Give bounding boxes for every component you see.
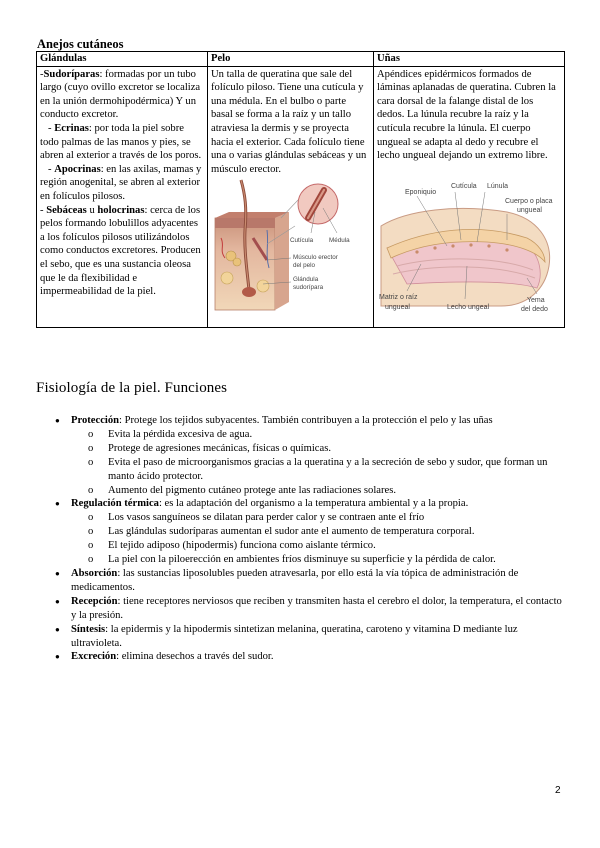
hair-follicle-illustration [211,178,369,316]
section-title: Anejos cutáneos [37,37,124,51]
unas-text: Apéndices epidérmicos formados de láminas aplanadas de queratina. Cubren la cara dorsal de la falange distal de los dedos. La lúnula recubre la raíz y la cutícula recubre la lúnula. El cuerpo ungueal se adapta al dedo y recubre el lecho ungueal dejando un extremo libre. [377,68,556,162]
function-absorcion: ● Absorción: las sustancias liposolubles pueden atravesarla, por ello está la vía tópica de administración de medicamentos. [56,567,566,595]
sub-item: o Protege de agresiones mecánicas, físicas o químicas. [71,442,566,456]
cell-unas [374,66,565,327]
function-sintesis: ● Síntesis: la epidermis y la hipodermis sintetizan melanina, queratina, caroteno y vitamina D mediante luz ultravioleta. [56,623,566,651]
page-number: 2 [555,785,561,796]
label-matriz-2: ungueal [385,303,410,311]
label-musculo-1: Músculo erector [293,254,338,262]
cell-glandulas [37,66,208,327]
glandulas-sebaceas: - Sebáceas u holocrinas: cerca de los pelos formando lobulillos adyacentes a los folículos pilosos utilizándolos como conductos excretores. Producen el sebo, que es una sustancia oleosa que le da flexibilidad e impermeabilidad de la piel. [40,204,201,298]
fisiologia-title: Fisiología de la piel. Funciones [36,380,228,396]
term-holocrinas: holocrinas [97,204,145,216]
glandulas-ecrinas: - Ecrinas: por toda la piel sobre todo palmas de las manos y pies, se abren al exterior a través de los poros. [40,122,202,162]
function-proteccion: ● Protección: Protege los tejidos subyacentes. También contribuyen a la protección el pelo y las uñas o Evita la pérdida excesiva de agua. o Protege de agresiones mecánicas, físicas o químicas. o Evita el paso de microorganismos gracias a la queratina y a la secreción de sebo y sudor, que forman un manto ácido protector. o Aumento del pigmento cutáneo protege ante las radiaciones solares. [56,414,566,497]
label-cuerpo-2: ungueal [517,206,542,214]
sub-item: o El tejido adiposo (hipodermis) funciona como aislante térmico. [71,539,566,553]
header-glandulas: Glándulas [37,52,208,67]
label-lecho: Lecho ungeal [447,303,490,311]
function-regulacion: ● Regulación térmica: es la adaptación del organismo a la temperatura ambiental y a la propia. o Los vasos sanguíneos se dilatan para perder calor y se contraen ante el frío o Las glándulas sudoríparas aumentan el sudor ante el aumento de temperatura corporal. o El tejido adiposo (hipodermis) funciona como aislante térmico. o La piel con la piloerección en ambientes fríos disminuye su superficie y la pérdida de calor. [56,497,566,567]
label-yema-2: del dedo [521,305,548,313]
sub-item: o Evita la pérdida excesiva de agua. [71,428,566,442]
label-eponiquio: Eponiquio [405,188,437,196]
label-glandula-2: sudorípara [293,284,324,292]
label-cuticula: Cutícula [290,237,314,245]
proteccion-sublist [71,428,566,498]
term-sebaceas: Sebáceas [46,204,87,216]
sub-item: o La piel con la piloerección en ambientes fríos disminuye su superficie y la pérdida de calor. [71,553,566,567]
term-sudoriparas: Sudoríparas [43,68,100,80]
label-medula: Médula [329,237,350,245]
table-header-row [37,52,565,67]
label-matriz-1: Matriz o raíz [379,293,418,301]
regulacion-sublist [71,511,566,567]
label-cuerpo-1: Cuerpo o placa [505,197,553,205]
anejos-table [36,51,565,328]
cell-pelo [208,66,374,327]
table-body-row [37,66,565,327]
label-lunula: Lúnula [487,182,509,190]
sub-item: o Evita el paso de microorganismos gracias a la queratina y a la secreción de sebo y sudor, que forman un manto ácido protector. [71,456,566,484]
nail-illustration [377,166,560,326]
header-unas: Uñas [374,52,565,67]
label-glandula-1: Glándula [293,276,319,284]
functions-list [56,414,566,664]
glandulas-apocrinas: - Apocrinas: en las axilas, mamas y región anogenital, se abren al exterior en folículos pilosos. [40,163,202,202]
function-excrecion: ● Excreción: elimina desechos a través del sudor. [56,650,566,664]
label-musculo-2: del pelo [293,262,316,270]
label-cuticula-una: Cutícula [451,182,477,190]
header-pelo: Pelo [208,52,374,67]
sub-item: o Las glándulas sudoríparas aumentan el sudor ante el aumento de temperatura corporal. [71,525,566,539]
sub-item: o Los vasos sanguíneos se dilatan para perder calor y se contraen ante el frío [71,511,566,525]
sub-item: o Aumento del pigmento cutáneo protege ante las radiaciones solares. [71,484,566,498]
pelo-text: Un talla de queratina que sale del folículo piloso. Tiene una cutícula y una médula. En el bulbo o parte basal se forma a la raíz y un tallo atraviesa la dermis y se proyecta hacia el exterior. Cada folículo tiene una o varias glándulas sebáceas y un músculo erector. [211,68,367,175]
glandulas-sudoriparas: -Sudoríparas: formadas por un tubo largo (cuyo ovillo excretor se localiza en la unión dermohipodérmica) Y un conducto excretor. [40,68,201,121]
term-apocrinas: Apocrinas [54,163,101,175]
term-ecrinas: Ecrinas [54,122,89,134]
function-recepcion: ● Recepción: tiene receptores nerviosos que reciben y transmiten hasta el cerebro el dolor, la temperatura, el contacto y la presión. [56,595,566,623]
label-yema-1: Yema [527,296,545,304]
